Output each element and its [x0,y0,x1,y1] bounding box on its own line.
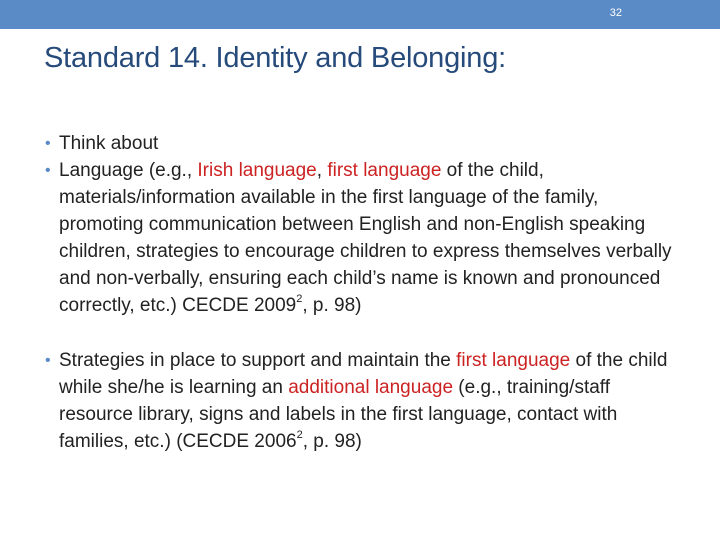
highlight-irish-language: Irish language [197,160,317,181]
bullet-text-segment: of the child while she/he is learning an [59,350,668,398]
superscript-ref: 2 [296,293,303,305]
bullet-language [45,157,685,319]
bullet-strategies [45,347,685,455]
bullet-text-segment: , p. 98) [302,431,362,452]
bullet-text-segment: (e.g., training/staff resource library, signs and labels in the first language, contact with families, etc.) (CECDE 2006 [59,377,618,452]
bullet-text-segment: Language (e.g., [59,160,198,181]
bullet-dot-icon: • [45,162,51,179]
highlight-additional-language: additional language [288,377,454,398]
bullet-think-about [45,130,685,157]
superscript-ref: 2 [296,429,303,441]
bullet-text-segment: Strategies in place to support and maintain the [59,350,457,371]
bullet-list [45,130,685,455]
top-bar [0,0,720,29]
bullet-text-segment: , p. 98) [302,295,362,316]
bullet-dot-icon: • [45,352,51,369]
highlight-first-language: first language [456,350,571,371]
slide-title: Standard 14. Identity and Belonging: [44,42,506,74]
bullet-text-segment: of the child, materials/information available in the first language of the family, promoting communication between English and non-English speaking children, strategies to encourage children to express themselves verbally and non-verbally, ensuring each child’s name is known and pronounced correctly, etc.) CECDE 2009 [59,160,672,316]
spacer [45,319,685,347]
bullet-text-segment: , [316,160,328,181]
bullet-dot-icon: • [45,135,51,152]
slide-number: 32 [609,7,622,19]
bullet-text: Think about [59,133,159,154]
highlight-first-language: first language [327,160,442,181]
